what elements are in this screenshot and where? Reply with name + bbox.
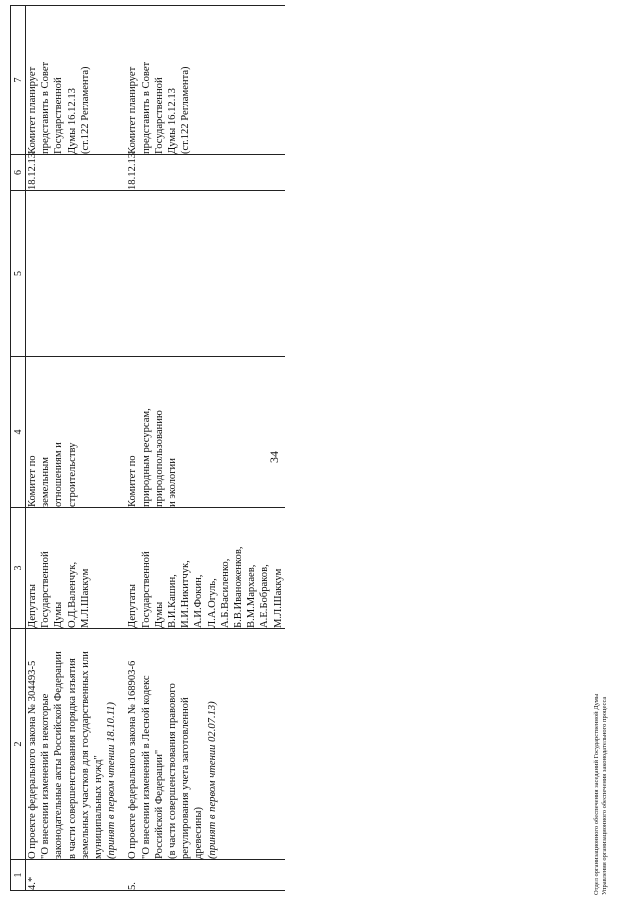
committee-line: Комитет по xyxy=(27,455,38,507)
committee-line: Комитет по xyxy=(127,455,139,507)
committee-line: природным ресурсам, xyxy=(140,408,152,507)
note-line: Думы 16.12.13 xyxy=(167,88,179,154)
agenda-table xyxy=(10,5,285,891)
committee-line: строительству xyxy=(66,442,78,507)
note-line: Думы 16.12.13 xyxy=(66,88,78,154)
committee-line: отношениям и xyxy=(53,442,65,507)
footer-line: Отдел организационного обеспечения заседаний Государственной Думы xyxy=(593,693,600,895)
page-footer xyxy=(593,694,609,895)
title-line: законодательные акты Российской Федерации xyxy=(53,651,65,859)
column-5-cell xyxy=(26,191,119,357)
author-line: И.И.Никитчук, xyxy=(180,560,192,628)
title-line: древесины) xyxy=(193,807,205,859)
responsible-committee xyxy=(26,357,119,508)
column-header: 4 xyxy=(11,357,26,508)
bill-title xyxy=(26,629,119,860)
author-line: В.И.Кашин, xyxy=(167,574,179,628)
title-line: регулирования учета заготовленной xyxy=(180,697,192,859)
row-number: 5. xyxy=(126,860,284,891)
author-line: А.И.Фокин, xyxy=(193,574,205,628)
title-line: О проекте федерального закона № 168903-6 xyxy=(127,660,139,859)
page-number: 34 xyxy=(267,451,281,463)
note-line: представить в Совет xyxy=(40,61,52,154)
table-row xyxy=(126,6,284,891)
column-5-cell xyxy=(126,191,284,357)
note-line: Государственной xyxy=(153,77,165,154)
title-line: "О внесении изменений в некоторые xyxy=(40,693,52,859)
title-line: Российской Федерации" xyxy=(153,749,165,859)
author-line: Депутаты xyxy=(127,584,139,628)
reading-status: (принят в первом чтении 02.07.13) xyxy=(206,701,218,859)
author-line: Думы xyxy=(153,601,165,628)
author-line: В.М.Мархаев, xyxy=(246,564,258,628)
responsible-committee xyxy=(126,357,284,508)
author-line: О.Д.Валенчук, xyxy=(66,561,78,628)
author-line: М.Л.Шаккум xyxy=(272,568,284,628)
committee-line: и экологии xyxy=(167,458,179,507)
column-header: 5 xyxy=(11,191,26,357)
committee-line: природопользованию xyxy=(153,410,165,507)
table-row xyxy=(26,6,119,891)
title-line: О проекте федерального закона № 304493-5 xyxy=(27,660,38,859)
author-line: Депутаты xyxy=(27,584,38,628)
note-line: (ст.122 Регламента) xyxy=(180,66,192,154)
date-cell: 18.12.13 xyxy=(26,155,119,191)
column-header: 3 xyxy=(11,508,26,629)
author-line: А.Е.Бобраков, xyxy=(259,564,271,628)
date-cell: 18.12.13 xyxy=(126,155,284,191)
title-line: в части совершенствования порядка изъятия xyxy=(66,658,78,859)
footer-line: Управления организационного обеспечения законодательного процесса xyxy=(601,696,608,895)
note-cell xyxy=(126,6,284,155)
author-line: Б.В.Иваноженков, xyxy=(233,546,245,628)
bill-title xyxy=(126,629,284,860)
title-line: (в части совершенствования правового xyxy=(167,683,179,859)
row-spacer xyxy=(118,6,126,891)
note-cell xyxy=(26,6,119,155)
note-line: Государственной xyxy=(53,77,65,154)
author-line: А.Б.Василенко, xyxy=(219,558,231,628)
reading-status: (принят в первом чтении 18.10.11) xyxy=(106,702,118,859)
column-header-row xyxy=(11,6,26,891)
title-line: муниципальных нужд" xyxy=(93,755,105,859)
note-line: Комитет планирует xyxy=(27,66,38,154)
title-line: земельных участков для государственных или xyxy=(79,651,91,859)
note-line: представить в Совет xyxy=(140,61,152,154)
author-line: Л.А.Огуль, xyxy=(206,578,218,628)
row-number: 4.* xyxy=(26,860,119,891)
author-line: Государственной xyxy=(140,551,152,628)
column-header: 6 xyxy=(11,155,26,191)
note-line: (ст.122 Регламента) xyxy=(79,66,91,154)
author-line: Думы xyxy=(53,601,65,628)
author-line: Государственной xyxy=(40,551,52,628)
bill-authors xyxy=(126,508,284,629)
bill-authors xyxy=(26,508,119,629)
title-line: "О внесении изменений в Лесной кодекс xyxy=(140,675,152,859)
column-header: 7 xyxy=(11,6,26,155)
author-line: М.Л.Шаккум xyxy=(79,568,91,628)
committee-line: земельным xyxy=(40,457,52,507)
note-line: Комитет планирует xyxy=(127,66,139,154)
column-header: 2 xyxy=(11,629,26,860)
column-header: 1 xyxy=(11,860,26,891)
